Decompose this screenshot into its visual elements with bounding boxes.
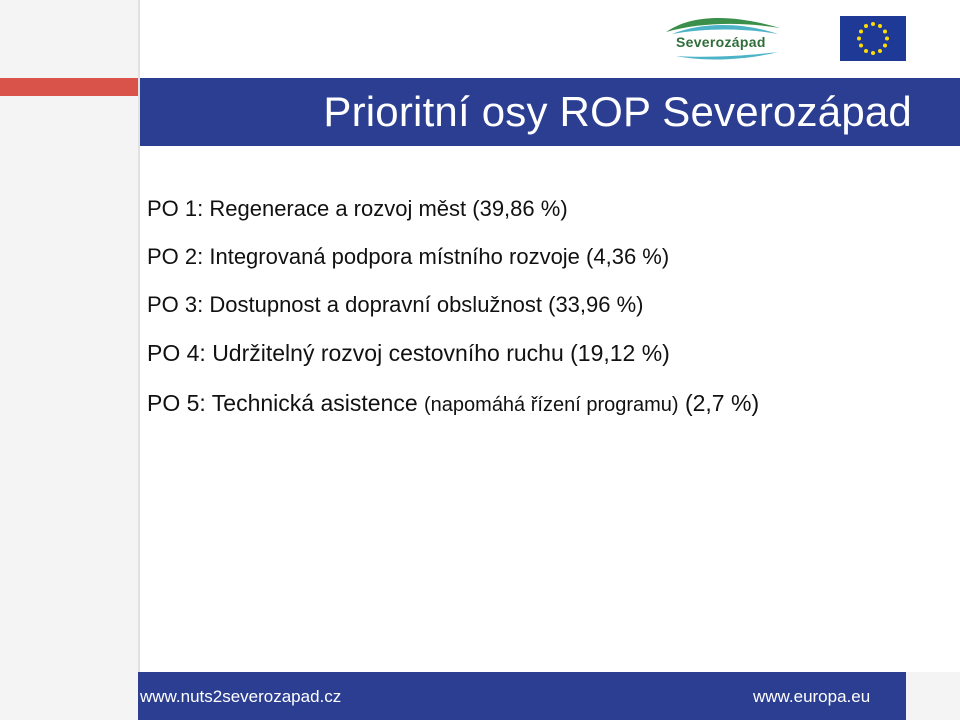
logo-wordmark: Severozápad xyxy=(676,34,766,50)
footer-right-accent xyxy=(906,672,960,720)
eu-flag-icon xyxy=(840,16,906,61)
priority-item-5-share: (2,7 %) xyxy=(684,390,760,416)
footer-link-nuts2[interactable]: www.nuts2severozapad.cz xyxy=(140,687,342,706)
priority-list xyxy=(147,196,759,442)
page-title: Prioritní osy ROP Severozápad xyxy=(323,88,912,135)
priority-item-5 xyxy=(147,390,759,418)
left-strip-body xyxy=(0,96,138,672)
priority-item-5-main: PO 5: Technická asistence xyxy=(147,390,418,416)
footer-link-europa[interactable]: www.europa.eu xyxy=(753,687,871,706)
priority-item-4: PO 4: Udržitelný rozvoj cestovního ruchu (19,12 %) xyxy=(147,340,670,366)
priority-item-1: PO 1: Regenerace a rozvoj měst (39,86 %) xyxy=(147,196,568,221)
left-accent-bar xyxy=(0,78,138,96)
left-strip-top xyxy=(0,0,138,78)
footer-left-accent xyxy=(0,672,138,720)
priority-item-5-note: (napomáhá řízení programu) xyxy=(424,394,679,416)
priority-item-3: PO 3: Dostupnost a dopravní obslužnost (33,96 %) xyxy=(147,292,644,317)
severozapad-logo-icon xyxy=(662,12,784,64)
priority-item-2: PO 2: Integrovaná podpora místního rozvoje (4,36 %) xyxy=(147,244,670,269)
title-bar xyxy=(140,78,960,146)
